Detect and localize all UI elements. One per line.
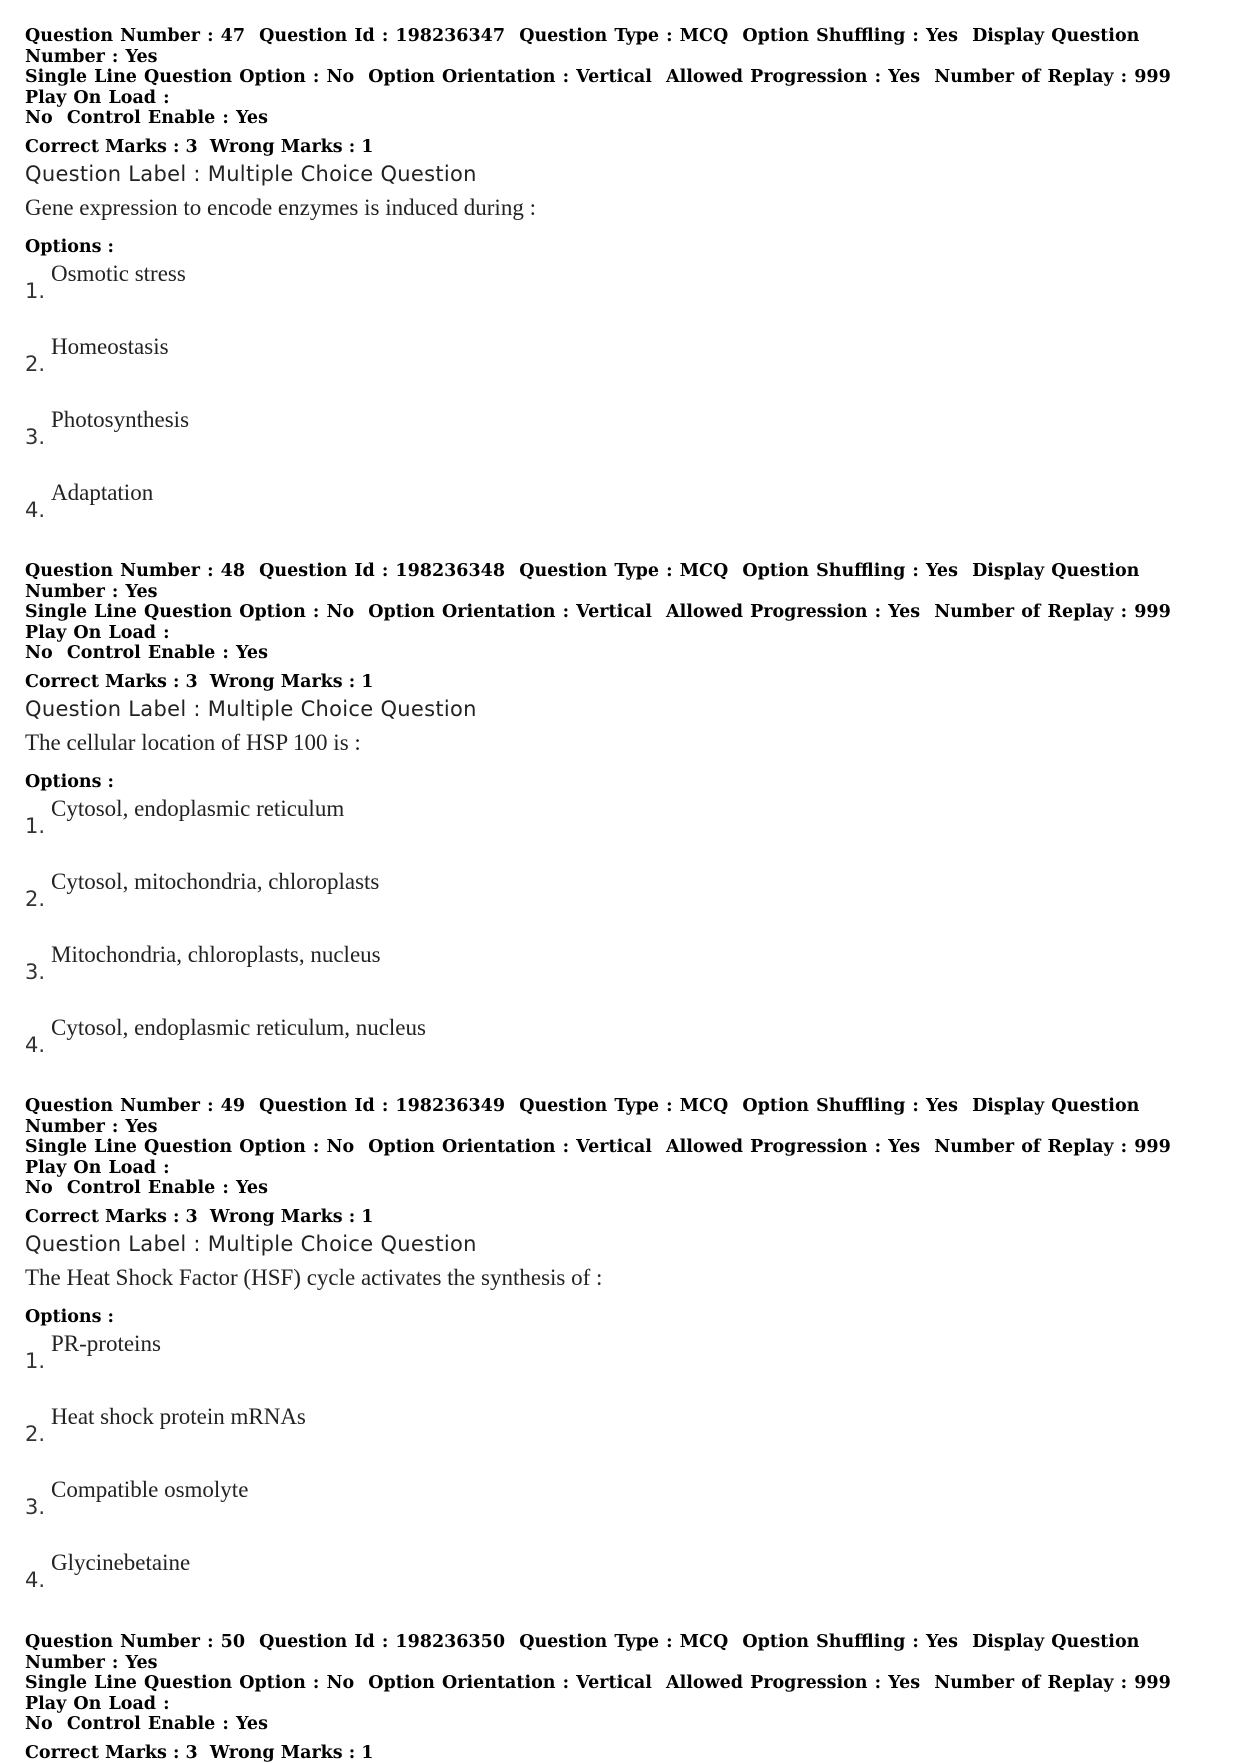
options-list — [25, 795, 1225, 1087]
option-number: 4. — [25, 497, 46, 522]
option-item[interactable] — [25, 1476, 1225, 1549]
question-marks: Correct Marks : 3 Wrong Marks : 1 — [25, 136, 374, 157]
option-item[interactable] — [25, 479, 1225, 552]
meta-line: No Control Enable : Yes — [25, 1714, 268, 1734]
option-text: Heat shock protein mRNAs — [51, 1403, 306, 1429]
meta-line: Question Number : 48 Question Id : 198236348 Question Type : MCQ Option Shuffling : Yes Display Question Number : Yes — [25, 561, 1147, 602]
meta-line: No Control Enable : Yes — [25, 108, 268, 128]
meta-line: Single Line Question Option : No Option Orientation : Vertical Allowed Progression : Yes Number of Replay : 999 Play On Load : — [25, 67, 1185, 108]
option-number: 4. — [25, 1032, 46, 1057]
option-number: 4. — [25, 1567, 46, 1592]
question-label: Question Label : Multiple Choice Question — [25, 1231, 477, 1256]
question-block-50 — [25, 1632, 1225, 1763]
question-block-48 — [25, 561, 1225, 1087]
option-number: 1. — [25, 278, 46, 303]
question-text: The cellular location of HSP 100 is : — [25, 729, 361, 755]
question-text: The Heat Shock Factor (HSF) cycle activates the synthesis of : — [25, 1264, 603, 1290]
option-item[interactable] — [25, 795, 1225, 868]
question-marks: Correct Marks : 3 Wrong Marks : 1 — [25, 671, 374, 692]
meta-line: Single Line Question Option : No Option Orientation : Vertical Allowed Progression : Yes Number of Replay : 999 Play On Load : — [25, 1673, 1185, 1714]
question-meta — [25, 1096, 1225, 1199]
option-item[interactable] — [25, 1549, 1225, 1622]
options-title: Options : — [25, 236, 115, 257]
meta-line: Question Number : 47 Question Id : 198236347 Question Type : MCQ Option Shuffling : Yes Display Question Number : Yes — [25, 26, 1147, 67]
meta-line: Single Line Question Option : No Option Orientation : Vertical Allowed Progression : Yes Number of Replay : 999 Play On Load : — [25, 602, 1185, 643]
option-number: 3. — [25, 959, 46, 984]
question-marks: Correct Marks : 3 Wrong Marks : 1 — [25, 1206, 374, 1227]
option-item[interactable] — [25, 333, 1225, 406]
option-item[interactable] — [25, 406, 1225, 479]
meta-line: No Control Enable : Yes — [25, 643, 268, 663]
options-list — [25, 1330, 1225, 1622]
meta-line: Single Line Question Option : No Option Orientation : Vertical Allowed Progression : Yes Number of Replay : 999 Play On Load : — [25, 1137, 1185, 1178]
question-meta — [25, 1632, 1225, 1735]
option-text: Osmotic stress — [51, 260, 186, 286]
option-number: 2. — [25, 1421, 46, 1446]
option-text: PR-proteins — [51, 1330, 161, 1356]
question-block-49 — [25, 1096, 1225, 1622]
options-list — [25, 260, 1225, 552]
option-item[interactable] — [25, 1403, 1225, 1476]
question-meta — [25, 26, 1225, 129]
option-text: Adaptation — [51, 479, 154, 505]
option-number: 2. — [25, 886, 46, 911]
question-text: Gene expression to encode enzymes is induced during : — [25, 194, 536, 220]
meta-line: Question Number : 50 Question Id : 198236350 Question Type : MCQ Option Shuffling : Yes Display Question Number : Yes — [25, 1632, 1147, 1673]
meta-line: No Control Enable : Yes — [25, 1178, 268, 1198]
question-label: Question Label : Multiple Choice Question — [25, 161, 477, 186]
option-number: 3. — [25, 1494, 46, 1519]
options-title: Options : — [25, 1306, 115, 1327]
option-text: Photosynthesis — [51, 406, 190, 432]
question-label: Question Label : Multiple Choice Question — [25, 696, 477, 721]
question-marks: Correct Marks : 3 Wrong Marks : 1 — [25, 1742, 374, 1763]
option-item[interactable] — [25, 868, 1225, 941]
option-number: 3. — [25, 424, 46, 449]
option-number: 2. — [25, 351, 46, 376]
option-text: Mitochondria, chloroplasts, nucleus — [51, 941, 381, 967]
option-text: Compatible osmolyte — [51, 1476, 249, 1502]
option-item[interactable] — [25, 941, 1225, 1014]
option-text: Glycinebetaine — [51, 1549, 191, 1575]
question-block-47 — [25, 26, 1225, 552]
options-title: Options : — [25, 771, 115, 792]
option-text: Cytosol, endoplasmic reticulum, nucleus — [51, 1014, 426, 1040]
option-text: Homeostasis — [51, 333, 169, 359]
option-number: 1. — [25, 1348, 46, 1373]
option-text: Cytosol, mitochondria, chloroplasts — [51, 868, 380, 894]
option-item[interactable] — [25, 260, 1225, 333]
option-item[interactable] — [25, 1014, 1225, 1087]
option-number: 1. — [25, 813, 46, 838]
question-meta — [25, 561, 1225, 664]
option-item[interactable] — [25, 1330, 1225, 1403]
meta-line: Question Number : 49 Question Id : 198236349 Question Type : MCQ Option Shuffling : Yes Display Question Number : Yes — [25, 1096, 1147, 1137]
option-text: Cytosol, endoplasmic reticulum — [51, 795, 345, 821]
